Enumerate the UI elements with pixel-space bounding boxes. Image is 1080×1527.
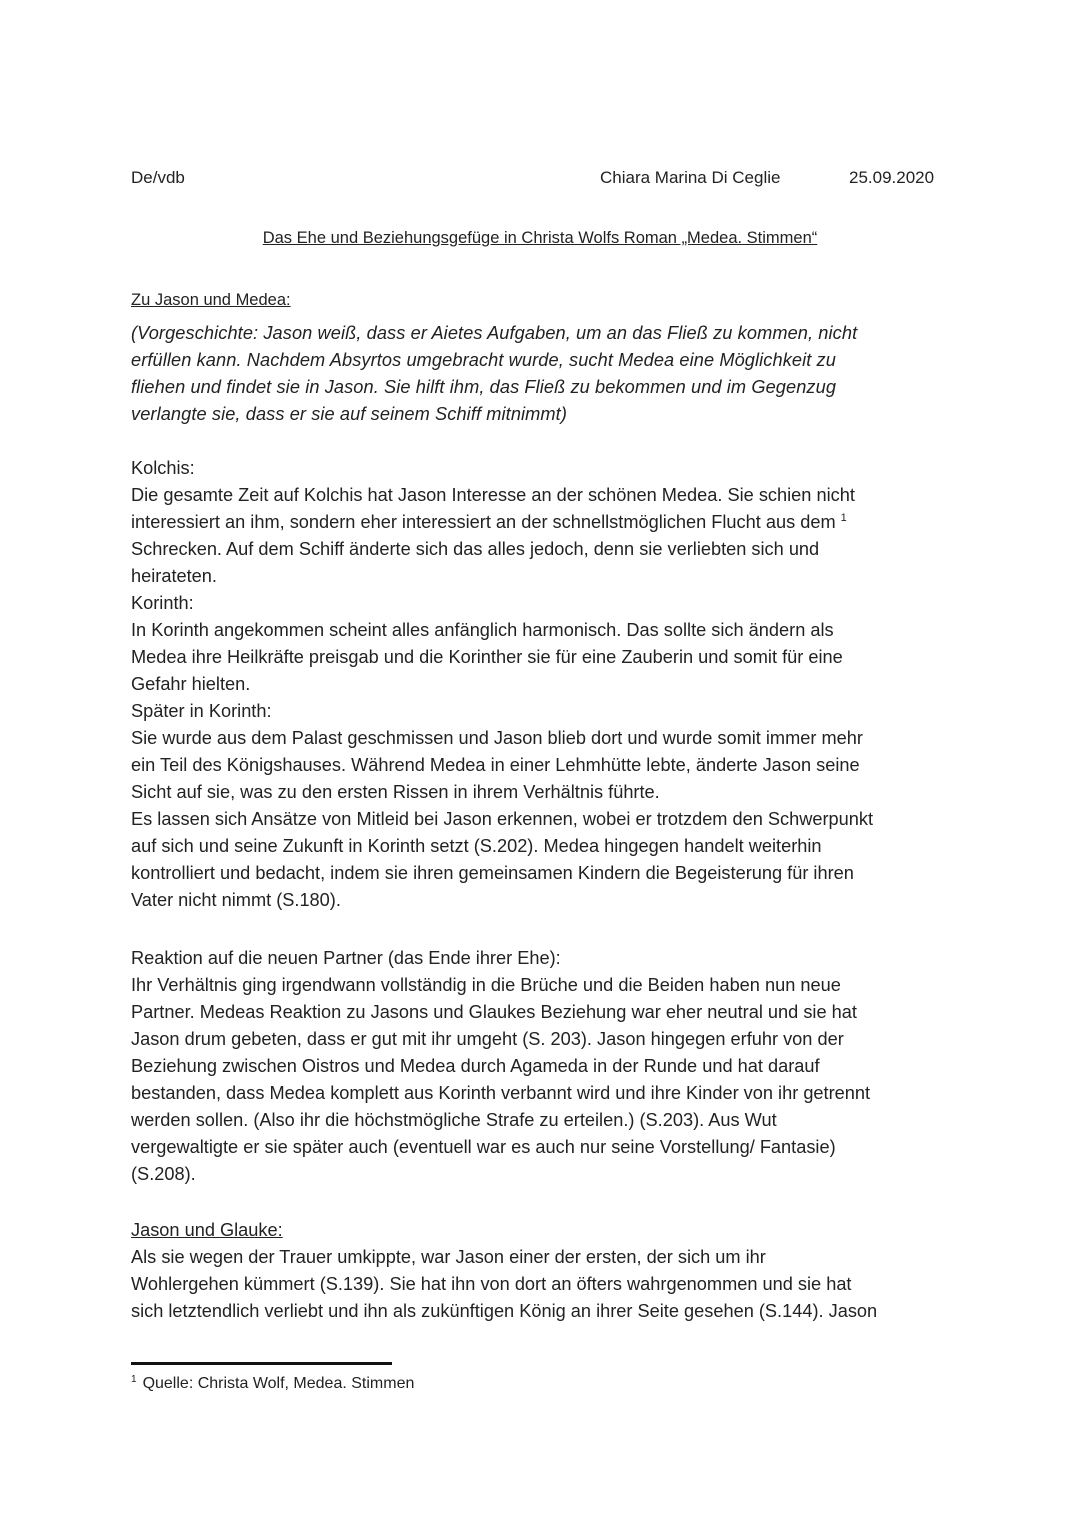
subheading-kolchis: Kolchis: [131, 458, 195, 478]
paragraph-line: Die gesamte Zeit auf Kolchis hat Jason Interesse an der schönen Medea. Sie schien nicht [131, 485, 855, 505]
paragraph-line: Ihr Verhältnis ging irgendwann vollständig in die Brüche und die Beiden haben nun neue [131, 975, 841, 995]
paragraph-line: auf sich und seine Zukunft in Korinth setzt (S.202). Medea hingegen handelt weiterhin [131, 836, 822, 856]
intro-section [131, 287, 291, 314]
paragraph-line: werden sollen. (Also ihr die höchstmögliche Strafe zu erteilen.) (S.203). Aus Wut [131, 1110, 777, 1130]
paragraph-line: (S.208). [131, 1164, 196, 1184]
footnote-separator [131, 1362, 392, 1365]
paragraph-line: (Vorgeschichte: Jason weiß, dass er Aietes Aufgaben, um an das Fließ zu kommen, nicht [131, 323, 858, 343]
paragraph-line: vergewaltigte er sie später auch (eventuell war es auch nur seine Vorstellung/ Fantasie) [131, 1137, 836, 1157]
paragraph-line: heirateten. [131, 566, 217, 586]
document-title: Das Ehe und Beziehungsgefüge in Christa Wolfs Roman „Medea. Stimmen“ [262, 229, 818, 247]
intro-heading: Zu Jason und Medea: [131, 291, 291, 309]
body-section-3 [131, 1217, 877, 1325]
footnote [131, 1375, 414, 1393]
paragraph-line: Partner. Medeas Reaktion zu Jasons und Glaukes Beziehung war eher neutral und sie hat [131, 1002, 857, 1022]
paragraph-line: Vater nicht nimmt (S.180). [131, 890, 341, 910]
paragraph-line-text: interessiert an ihm, sondern eher interessiert an der schnellstmöglichen Flucht aus dem [131, 512, 836, 532]
header-date: 25.09.2020 [849, 168, 935, 187]
paragraph-line: Als sie wegen der Trauer umkippte, war Jason einer der ersten, der sich um ihr [131, 1247, 766, 1267]
paragraph-line: Gefahr hielten. [131, 674, 251, 694]
paragraph-line: bestanden, dass Medea komplett aus Korinth verbannt wird und ihre Kinder von ihr getrennt [131, 1083, 871, 1103]
paragraph-line: fliehen und findet sie in Jason. Sie hilft ihm, das Fließ zu bekommen und im Gegenzug [131, 377, 837, 397]
footnote-text: Quelle: Christa Wolf, Medea. Stimmen [142, 1375, 415, 1392]
header-author: Chiara Marina Di Ceglie [600, 168, 781, 187]
paragraph-line: sich letztendlich verliebt und ihn als zukünftigen König an ihrer Seite gesehen (S.144). Jason [131, 1301, 878, 1321]
paragraph-line: Medea ihre Heilkräfte preisgab und die Korinther sie für eine Zauberin und somit für eine [131, 647, 843, 667]
paragraph-line: Sie wurde aus dem Palast geschmissen und Jason blieb dort und wurde somit immer mehr [131, 728, 863, 748]
subheading-korinth: Korinth: [131, 593, 194, 613]
intro-paragraph [131, 320, 857, 428]
paragraph-line [131, 509, 873, 536]
subheading-spaeter-in-korinth: Später in Korinth: [131, 701, 272, 721]
paragraph-line: kontrolliert und bedacht, indem sie ihren gemeinsamen Kindern die Begeisterung für ihren [131, 863, 854, 883]
paragraph-line: erfüllen kann. Nachdem Absyrtos umgebracht wurde, sucht Medea eine Möglichkeit zu [131, 350, 836, 370]
paragraph-line: Schrecken. Auf dem Schiff änderte sich das alles jedoch, denn sie verliebten sich und [131, 539, 820, 559]
paragraph-line: Sicht auf sie, was zu den ersten Rissen in ihrem Verhältnis führte. [131, 782, 660, 802]
paragraph-line: Es lassen sich Ansätze von Mitleid bei Jason erkennen, wobei er trotzdem den Schwerpunkt [131, 809, 874, 829]
footnote-reference[interactable]: 1 [840, 511, 847, 524]
subheading-reaktion: Reaktion auf die neuen Partner (das Ende ihrer Ehe): [131, 948, 561, 968]
paragraph-line: In Korinth angekommen scheint alles anfänglich harmonisch. Das sollte sich ändern als [131, 620, 834, 640]
paragraph-line: Jason drum gebeten, dass er gut mit ihr umgeht (S. 203). Jason hingegen erfuhr von der [131, 1029, 844, 1049]
paragraph-line: ein Teil des Königshauses. Während Medea in einer Lehmhütte lebte, änderte Jason seine [131, 755, 860, 775]
body-section-2 [131, 945, 870, 1188]
paragraph-line: Beziehung zwischen Oistros und Medea durch Agameda in der Runde und hat darauf [131, 1056, 820, 1076]
paragraph-line: verlangte sie, dass er sie auf seinem Schiff mitnimmt) [131, 404, 567, 424]
header-course: De/vdb [131, 168, 185, 187]
subheading-jason-und-glauke: Jason und Glauke: [131, 1220, 283, 1240]
paragraph-line: Wohlergehen kümmert (S.139). Sie hat ihn von dort an öfters wahrgenommen und sie hat [131, 1274, 852, 1294]
body-section-1 [131, 455, 873, 914]
footnote-number: 1 [131, 1373, 137, 1385]
